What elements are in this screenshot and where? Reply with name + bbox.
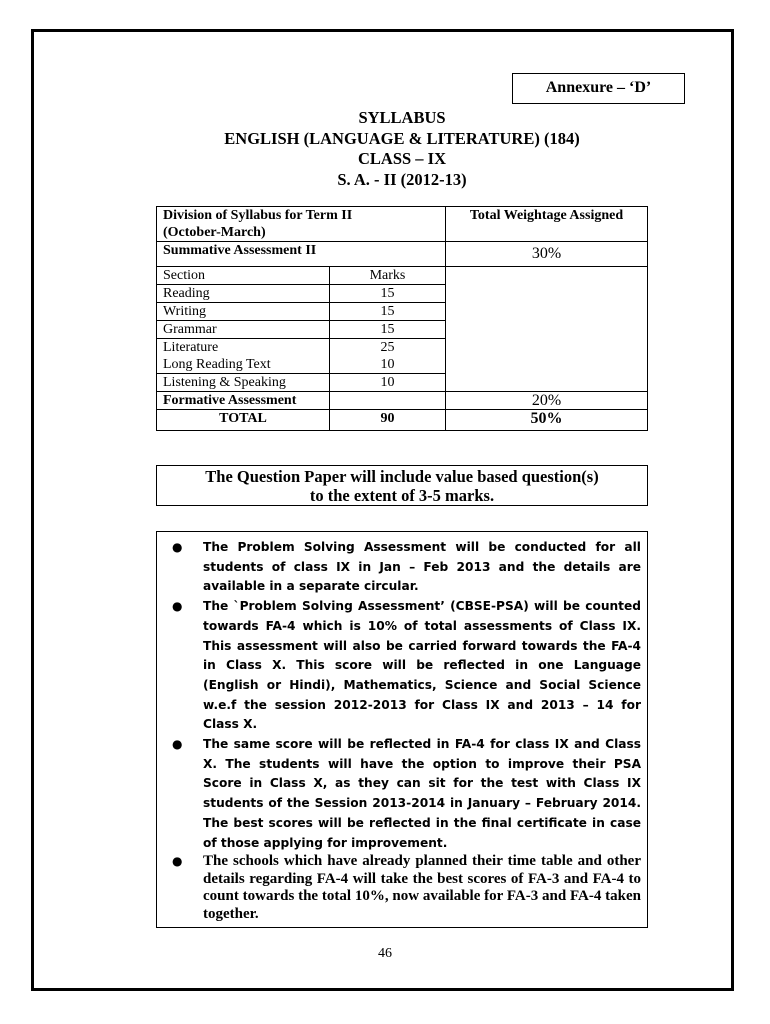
total-label: TOTAL — [157, 410, 330, 430]
total-cell — [157, 410, 446, 431]
table-row — [157, 339, 445, 374]
table-row — [157, 374, 445, 392]
section-name: Writing — [157, 303, 330, 321]
bullet-icon: ● — [172, 540, 183, 554]
section-marks: 15 — [330, 285, 446, 303]
formative-weight: 20% — [446, 392, 648, 410]
summative-weight: 30% — [446, 242, 648, 267]
total-weight: 50% — [446, 410, 648, 431]
header-division-line1: Division of Syllabus for Term II — [163, 208, 353, 223]
section-marks: 15 — [330, 321, 446, 339]
bullet-text: The schools which have already planned their time table and other details regarding FA-4 will take the best scores of FA-3 and FA-4 to count towards the total 10%, now available for FA-3 and FA-4 taken together. — [203, 853, 641, 922]
total-marks: 90 — [330, 410, 446, 430]
title-line-syllabus: SYLLABUS — [358, 108, 446, 127]
table-header-row — [157, 207, 648, 242]
section-name-long-reading: Long Reading Text — [163, 357, 271, 372]
list-item — [172, 735, 641, 853]
summative-label: Summative Assessment II — [157, 242, 446, 267]
table-row — [157, 392, 445, 409]
list-item — [172, 538, 641, 597]
header-division — [157, 207, 446, 242]
formative-inner — [157, 392, 445, 409]
sections-weight-empty — [446, 267, 648, 392]
section-marks: 15 — [330, 303, 446, 321]
sections-table — [157, 267, 445, 391]
section-name: Grammar — [157, 321, 330, 339]
section-name-literature: Literature — [163, 340, 219, 355]
sections-row — [157, 267, 648, 392]
table-row — [157, 303, 445, 321]
formative-row — [157, 392, 648, 410]
list-item — [172, 853, 641, 923]
formative-cell — [157, 392, 446, 410]
bullet-icon: ● — [172, 854, 183, 869]
section-marks-long-reading: 10 — [380, 357, 395, 372]
table-row — [157, 285, 445, 303]
annexure-label: Annexure – ‘D’ — [512, 73, 685, 104]
title-line-class: CLASS – IX — [357, 149, 447, 168]
header-division-line2: (October-March) — [163, 225, 266, 240]
value-question-note — [156, 465, 648, 506]
formative-marks-empty — [330, 392, 446, 409]
list-item — [172, 597, 641, 735]
section-name — [157, 339, 330, 374]
bullet-text: The same score will be reflected in FA-4 for class IX and Class X. The students will have the option to improve their PSA Score in Class X, as they can sit for the test with Class IX students of the Session 2013-2014 in January – February 2014. The best scores will be reflected in the final certificate in case of those applying for improvement. — [203, 737, 641, 850]
section-name: Reading — [157, 285, 330, 303]
section-marks: 10 — [330, 374, 446, 392]
psa-notes-box — [156, 531, 648, 928]
col-marks-header: Marks — [330, 267, 446, 285]
bullet-text: The Problem Solving Assessment will be conducted for all students of class IX in Jan – Feb 2013 and the details are available in a separate circular. — [203, 540, 641, 594]
table-row — [157, 267, 445, 285]
syllabus-table — [156, 206, 648, 431]
page-number: 46 — [378, 946, 392, 961]
summative-row — [157, 242, 648, 267]
sections-cell — [157, 267, 446, 392]
note-line2: to the extent of 3-5 marks. — [309, 486, 495, 505]
psa-notes-list — [157, 532, 647, 923]
bullet-icon: ● — [172, 737, 183, 752]
bullet-text: The `Problem Solving Assessment’ (CBSE-PSA) will be counted towards FA-4 which is 10% of total assessments of Class IX. This assessment will also be carried forward towards the FA-4 in Class X. This score will be reflected in one Language (English or Hindi), Mathematics, Science and Social Science w.e.f the session 2012-2013 for Class IX and 2013 – 14 for Class X. — [203, 599, 641, 732]
title-line-term: S. A. - II (2012-13) — [337, 169, 467, 189]
table-row — [157, 410, 445, 430]
formative-label: Formative Assessment — [157, 392, 330, 409]
col-section-header: Section — [157, 267, 330, 285]
bullet-icon: ● — [172, 599, 183, 614]
section-marks-literature: 25 — [380, 340, 395, 355]
section-name: Listening & Speaking — [157, 374, 330, 392]
total-row — [157, 410, 648, 431]
note-line1: The Question Paper will include value based question(s) — [205, 467, 599, 486]
table-row — [157, 321, 445, 339]
title-line-subject: ENGLISH (LANGUAGE & LITERATURE) (184) — [224, 128, 580, 148]
document-title — [156, 108, 648, 190]
section-marks — [330, 339, 446, 374]
header-weightage: Total Weightage Assigned — [446, 207, 648, 242]
total-inner — [157, 410, 445, 430]
